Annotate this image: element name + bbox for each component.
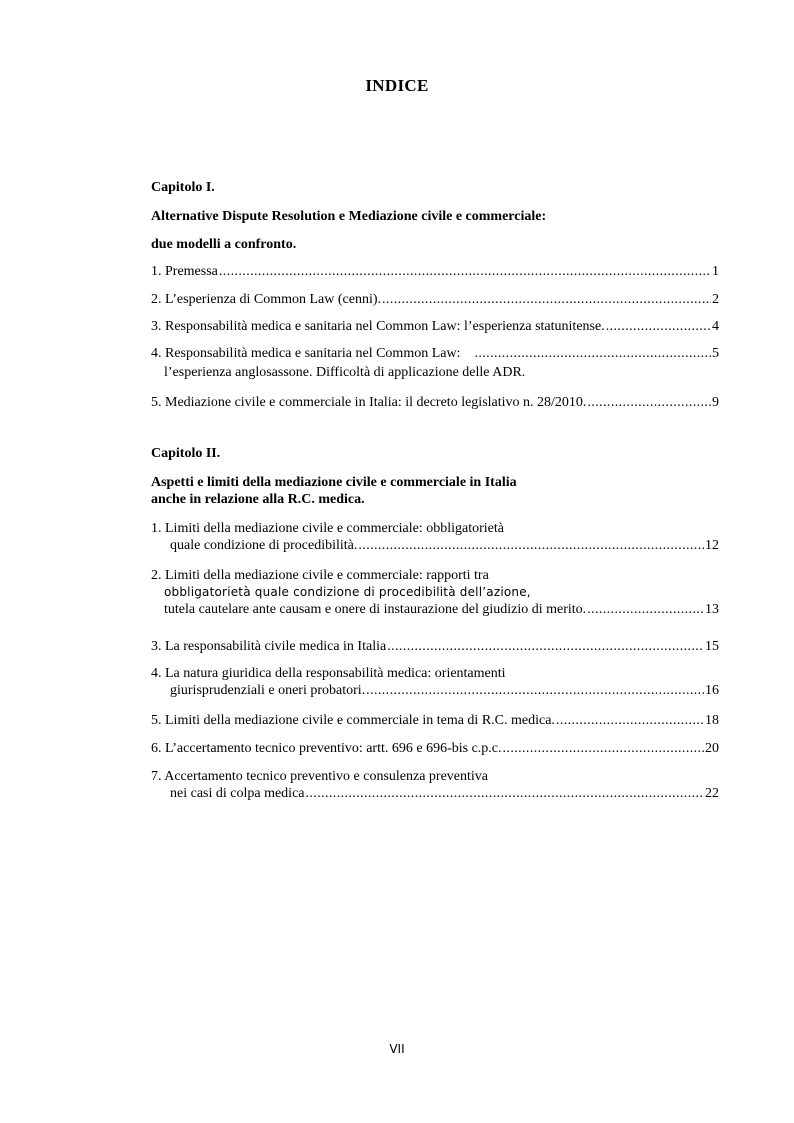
toc-entry-last-line	[151, 682, 719, 699]
toc-entry-text: 4. La natura giuridica della responsabilità medica: orientamenti	[151, 666, 506, 681]
toc-entry-text: 1. Premessa	[151, 264, 218, 279]
toc-entry-text: giurisprudenziali e oneri probatori.	[170, 683, 366, 698]
toc-entry-continuation: l’esperienza anglosassone. Difficoltà di applicazione delle ADR.	[164, 365, 526, 380]
page-title: INDICE	[365, 76, 429, 95]
toc-entry-text: 5. Limiti della mediazione civile e commerciale in tema di R.C. medica.	[151, 713, 555, 728]
chapter-2-title-line-2: anche in relazione alla R.C. medica.	[151, 492, 365, 507]
toc-entry-text: 2. Limiti della mediazione civile e commerciale: rapporti tra	[151, 568, 489, 583]
dot-leader	[219, 263, 711, 280]
toc-entry-text: tutela cautelare ante causam e onere di instaurazione del giudizio di merito.	[164, 602, 587, 617]
toc-entry-2-6[interactable]	[151, 740, 719, 757]
dot-leader	[387, 638, 704, 655]
dot-leader	[306, 785, 705, 802]
toc-page-number: 12	[705, 538, 719, 553]
dot-leader	[556, 712, 704, 729]
toc-entry-text: 6. L’accertamento tecnico preventivo: artt. 696 e 696-bis c.p.c.	[151, 741, 502, 756]
dot-leader	[474, 345, 711, 362]
toc-entry-text: 7. Accertamento tecnico preventivo e consulenza preventiva	[151, 769, 489, 784]
chapter-1-title-line-1: Alternative Dispute Resolution e Mediazione civile e commerciale:	[151, 209, 547, 224]
toc-entry-1-2[interactable]	[151, 291, 719, 308]
toc-entry-text: obbligatorietà quale condizione di procedibilità dell’azione,	[164, 585, 531, 599]
toc-page-number: 9	[712, 395, 719, 410]
toc-page-number: 16	[705, 683, 719, 698]
toc-entry-text: 1. Limiti della mediazione civile e commerciale: obbligatorietà	[151, 521, 504, 536]
toc-entry-text: 3. Responsabilità medica e sanitaria nel Common Law: l’esperienza statunitense.	[151, 319, 605, 334]
toc-entry-1-1[interactable]	[151, 263, 719, 280]
toc-entry-text: quale condizione di procedibilità.	[170, 538, 358, 553]
toc-entry-last-line	[151, 537, 719, 554]
toc-page-number: 22	[705, 786, 719, 801]
toc-page-number: 2	[712, 292, 719, 307]
toc-entry-1-5[interactable]	[151, 394, 719, 411]
dot-leader	[366, 682, 704, 699]
toc-page-number: 4	[712, 319, 719, 334]
chapter-1-label: Capitolo I.	[151, 180, 215, 195]
table-of-contents	[151, 0, 719, 1123]
dot-leader	[382, 291, 711, 308]
toc-entry-2-2[interactable]	[151, 567, 719, 618]
toc-entry-text: nei casi di colpa medica	[170, 786, 305, 801]
toc-entry-last-line	[151, 601, 719, 618]
page-number: VII	[389, 1042, 405, 1056]
toc-entry-2-7[interactable]	[151, 768, 719, 802]
chapter-2-label: Capitolo II.	[151, 446, 221, 461]
toc-entry-1-3[interactable]	[151, 318, 719, 335]
dot-leader	[587, 394, 711, 411]
toc-page-number: 13	[705, 602, 719, 617]
toc-entry-2-4[interactable]	[151, 665, 719, 699]
toc-entry-2-3[interactable]	[151, 638, 719, 655]
toc-page-number: 5	[712, 346, 719, 361]
dot-leader	[606, 318, 711, 335]
dot-leader	[587, 601, 704, 618]
toc-page-number: 18	[705, 713, 719, 728]
chapter-2-title-line-1: Aspetti e limiti della mediazione civile e commerciale in Italia	[151, 475, 517, 490]
toc-entry-text: 4. Responsabilità medica e sanitaria nel Common Law:	[151, 346, 461, 361]
toc-entry-1-4[interactable]	[151, 345, 719, 381]
chapter-1-title-line-2: due modelli a confronto.	[151, 237, 297, 252]
toc-entry-text: 5. Mediazione civile e commerciale in Italia: il decreto legislativo n. 28/2010.	[151, 395, 587, 410]
toc-entry-2-1[interactable]	[151, 520, 719, 554]
toc-entry-text: 3. La responsabilità civile medica in Italia	[151, 639, 387, 654]
dot-leader	[503, 740, 704, 757]
toc-page-number: 15	[705, 639, 719, 654]
toc-entry-text: 2. L’esperienza di Common Law (cenni).	[151, 292, 382, 307]
dot-leader	[358, 537, 704, 554]
toc-entry-last-line	[151, 785, 719, 802]
toc-page-number: 1	[712, 264, 719, 279]
toc-page-number: 20	[705, 741, 719, 756]
toc-entry-2-5[interactable]	[151, 712, 719, 729]
